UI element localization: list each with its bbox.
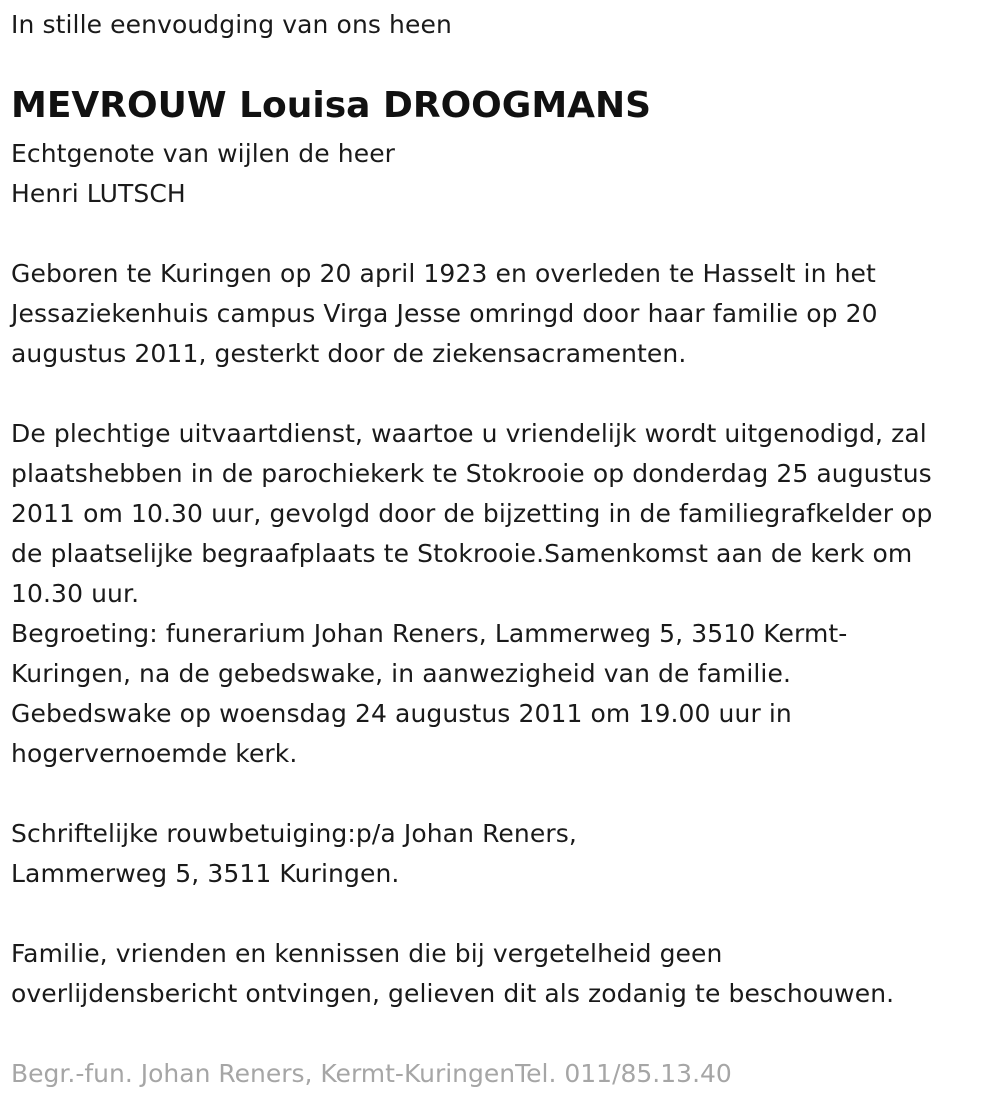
paragraph-line: 2011 om 10.30 uur, gevolgd door de bijzetting in de familiegrafkelder op bbox=[11, 499, 933, 528]
paragraph-line: Gebedswake op woensdag 24 augustus 2011 om 19.00 uur in bbox=[11, 699, 792, 728]
paragraph-line: plaatshebben in de parochiekerk te Stokrooie op donderdag 25 augustus bbox=[11, 459, 932, 488]
paragraph-line: overlijdensbericht ontvingen, gelieven dit als zodanig te beschouwen. bbox=[11, 979, 895, 1008]
paragraph-line: Lammerweg 5, 3511 Kuringen. bbox=[11, 859, 400, 888]
paragraph-line: De plechtige uitvaartdienst, waartoe u vriendelijk wordt uitgenodigd, zal bbox=[11, 419, 927, 448]
family-note bbox=[11, 934, 894, 1014]
paragraph-line: hogervernoemde kerk. bbox=[11, 739, 298, 768]
birth-death-paragraph bbox=[11, 254, 878, 374]
spouse-block bbox=[11, 134, 395, 214]
paragraph-line: augustus 2011, gesterkt door de ziekensacramenten. bbox=[11, 339, 687, 368]
condolence-address bbox=[11, 814, 577, 894]
paragraph-line: Schriftelijke rouwbetuiging:p/a Johan Reners, bbox=[11, 819, 577, 848]
funeral-service-paragraph bbox=[11, 414, 933, 774]
paragraph-line: Kuringen, na de gebedswake, in aanwezigheid van de familie. bbox=[11, 659, 791, 688]
paragraph-line: Jessaziekenhuis campus Virga Jesse omringd door haar familie op 20 bbox=[11, 299, 878, 328]
spouse-line: Echtgenote van wijlen de heer bbox=[11, 139, 396, 168]
paragraph-line: Begroeting: funerarium Johan Reners, Lammerweg 5, 3510 Kermt- bbox=[11, 619, 848, 648]
paragraph-line: Familie, vrienden en kennissen die bij vergetelheid geen bbox=[11, 939, 723, 968]
paragraph-line: 10.30 uur. bbox=[11, 579, 140, 608]
funeral-home-footer: Begr.-fun. Johan Reners, Kermt-KuringenTel. 011/85.13.40 bbox=[11, 1059, 732, 1088]
intro-text: In stille eenvoudging van ons heen bbox=[11, 10, 452, 39]
paragraph-line: de plaatselijke begraafplaats te Stokrooie.Samenkomst aan de kerk om bbox=[11, 539, 913, 568]
paragraph-line: Geboren te Kuringen op 20 april 1923 en overleden te Hasselt in het bbox=[11, 259, 876, 288]
spouse-line: Henri LUTSCH bbox=[11, 179, 186, 208]
deceased-name: MEVROUW Louisa DROOGMANS bbox=[11, 85, 652, 126]
